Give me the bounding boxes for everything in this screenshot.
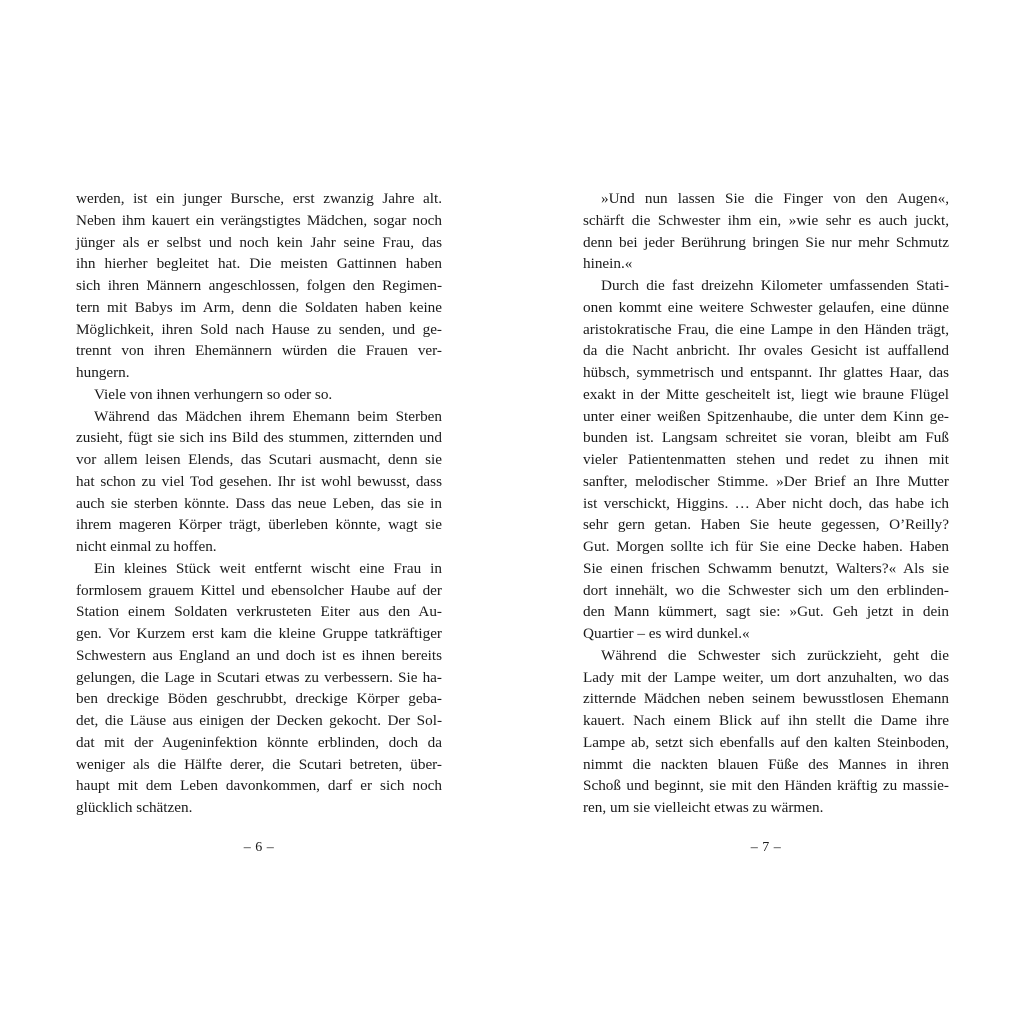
text-line: ben dreckige Böden geschrubbt, dreckige Körper geba-	[76, 690, 442, 708]
text-line: ren, um sie vielleicht etwas zu wärmen.	[583, 799, 824, 816]
left-page	[76, 0, 442, 1024]
text-line: Lady mit der Lampe weiter, um dort anzuhalten, wo das	[583, 668, 949, 686]
text-line: Durch die fast dreizehn Kilometer umfassenden Stati-	[601, 277, 949, 294]
text-line: gelungen, die Lage in Scutari etwas zu verbessern. Sie ha-	[76, 668, 442, 686]
text-line: exakt in der Mitte gescheitelt ist, liegt wie braune Flügel	[583, 385, 949, 403]
text-line: sanfter, melodischer Stimme. »Der Brief an Ihre Mutter	[583, 472, 949, 490]
text-line: kauert. Nach einem Blick auf ihn stellt die Dame ihre	[583, 712, 949, 729]
text-line: Sie einen frischen Schwamm benutzt, Walters?« Als sie	[583, 559, 949, 577]
text-line: hungern.	[76, 364, 130, 381]
text-line: Station einem Soldaten verkrusteten Eiter aus den Au-	[76, 603, 442, 621]
page-number-right: – 7 –	[750, 840, 782, 855]
text-line: denn bei jeder Berührung bringen Sie nur mehr Schmutz	[583, 233, 949, 251]
text-line: formlosem grauem Kittel und ebensolcher Haube auf der	[76, 581, 442, 599]
text-line: weniger als die Hälfte derer, die Scutari betreten, über-	[76, 755, 442, 773]
text-line: nimmt die nackten blauen Füße des Mannes in ihren	[583, 755, 949, 773]
text-line: nicht einmal zu hoffen.	[76, 538, 217, 555]
text-line: Neben ihm kauert ein verängstigtes Mädchen, sogar noch	[76, 211, 442, 229]
text-line: Ein kleines Stück weit entfernt wischt eine Frau in	[94, 559, 442, 577]
text-line: zitternde Mädchen neben seinem bewusstlosen Ehemann	[583, 690, 949, 708]
text-line: aristokratische Frau, die eine Lampe in den Händen trägt,	[583, 320, 949, 338]
text-line: trennt von ihren Ehemännern würden die Frauen ver-	[76, 342, 442, 360]
text-line: auch sie sterben könnte. Dass das neue Leben, das sie in	[76, 494, 442, 512]
text-line: »Und nun lassen Sie die Finger von den Augen«,	[601, 190, 949, 207]
text-line: zusieht, fügt sie sich ins Bild des stummen, zitternden und	[76, 429, 442, 447]
text-line: den Mann kümmert, sagt sie: »Gut. Geh jetzt in dein	[583, 603, 949, 621]
text-line: glücklich schätzen.	[76, 799, 193, 816]
text-line: onen kommt eine weitere Schwester gelaufen, eine dünne	[583, 298, 949, 316]
text-line: jünger als er selbst und noch kein Jahr seine Frau, das	[76, 233, 442, 251]
page-number-left: – 6 –	[243, 840, 275, 855]
text-line: det, die Läuse aus einigen der Decken gekocht. Der Sol-	[76, 712, 442, 729]
text-line: gen. Vor Kurzem erst kam die kleine Gruppe tatkräftiger	[76, 625, 442, 642]
text-line: hübsch, symmetrisch und entspannt. Ihr glattes Haar, das	[583, 364, 949, 381]
text-line: tern mit Babys im Arm, denn die Soldaten haben keine	[76, 298, 442, 316]
text-line: dort innehält, wo die Schwester sich um den erblinden-	[583, 581, 949, 599]
right-page-text	[583, 188, 949, 819]
text-line: Während die Schwester sich zurückzieht, geht die	[601, 646, 949, 664]
text-line: Quartier – es wird dunkel.«	[583, 625, 750, 642]
text-line: Während das Mädchen ihrem Ehemann beim Sterben	[94, 407, 442, 425]
text-line: dat mit der Augeninfektion könnte erblinden, doch da	[76, 733, 442, 751]
text-line: ihn hierher begleitet hat. Die meisten Gattinnen haben	[76, 255, 442, 273]
text-line: ihrem mageren Körper trägt, überleben könnte, wagt sie	[76, 516, 442, 534]
text-line: Schwestern aus England an und doch ist es ihnen bereits	[76, 646, 442, 664]
text-line: unter einer weißen Spitzenhaube, die unter dem Kinn ge-	[583, 407, 949, 425]
text-line: Gut. Morgen sollte ich für Sie eine Decke haben. Haben	[583, 538, 949, 555]
text-line: haupt mit dem Leben davonkommen, darf er sich noch	[76, 777, 442, 795]
text-line: hat schon zu viel Tod gesehen. Ihr ist wohl bewusst, dass	[76, 472, 442, 490]
text-line: Viele von ihnen verhungern so oder so.	[94, 385, 333, 403]
right-page	[583, 0, 949, 1024]
text-line: vieler Patientenmatten stehen und redet zu ihnen mit	[583, 451, 949, 468]
text-line: Lampe ab, setzt sich ebenfalls auf den kalten Steinboden,	[583, 733, 949, 751]
text-line: hinein.«	[583, 255, 633, 273]
text-line: Schoß und beginnt, sie mit den Händen kräftig zu massie-	[583, 777, 949, 795]
text-line: Möglichkeit, ihren Sold nach Hause zu senden, und ge-	[76, 320, 442, 338]
text-line: sehr gern getan. Haben Sie heute gegessen, O’Reilly?	[583, 516, 949, 534]
text-line: werden, ist ein junger Bursche, erst zwanzig Jahre alt.	[76, 190, 442, 207]
text-line: schärft die Schwester ihm ein, »wie sehr es auch juckt,	[583, 211, 949, 229]
text-line: da die Nacht anbricht. Ihr ovales Gesicht ist auffallend	[583, 342, 949, 360]
text-line: vor allem leisen Elends, das Scutari ausmacht, denn sie	[76, 451, 442, 468]
text-line: sich ihren Männern angeschlossen, folgen den Regimen-	[76, 277, 442, 294]
left-page-text	[76, 188, 442, 819]
text-line: ist verschickt, Higgins. … Aber nicht doch, das habe ich	[583, 494, 949, 512]
text-line: bunden ist. Langsam schreitet sie voran, bleibt am Fuß	[583, 429, 949, 447]
